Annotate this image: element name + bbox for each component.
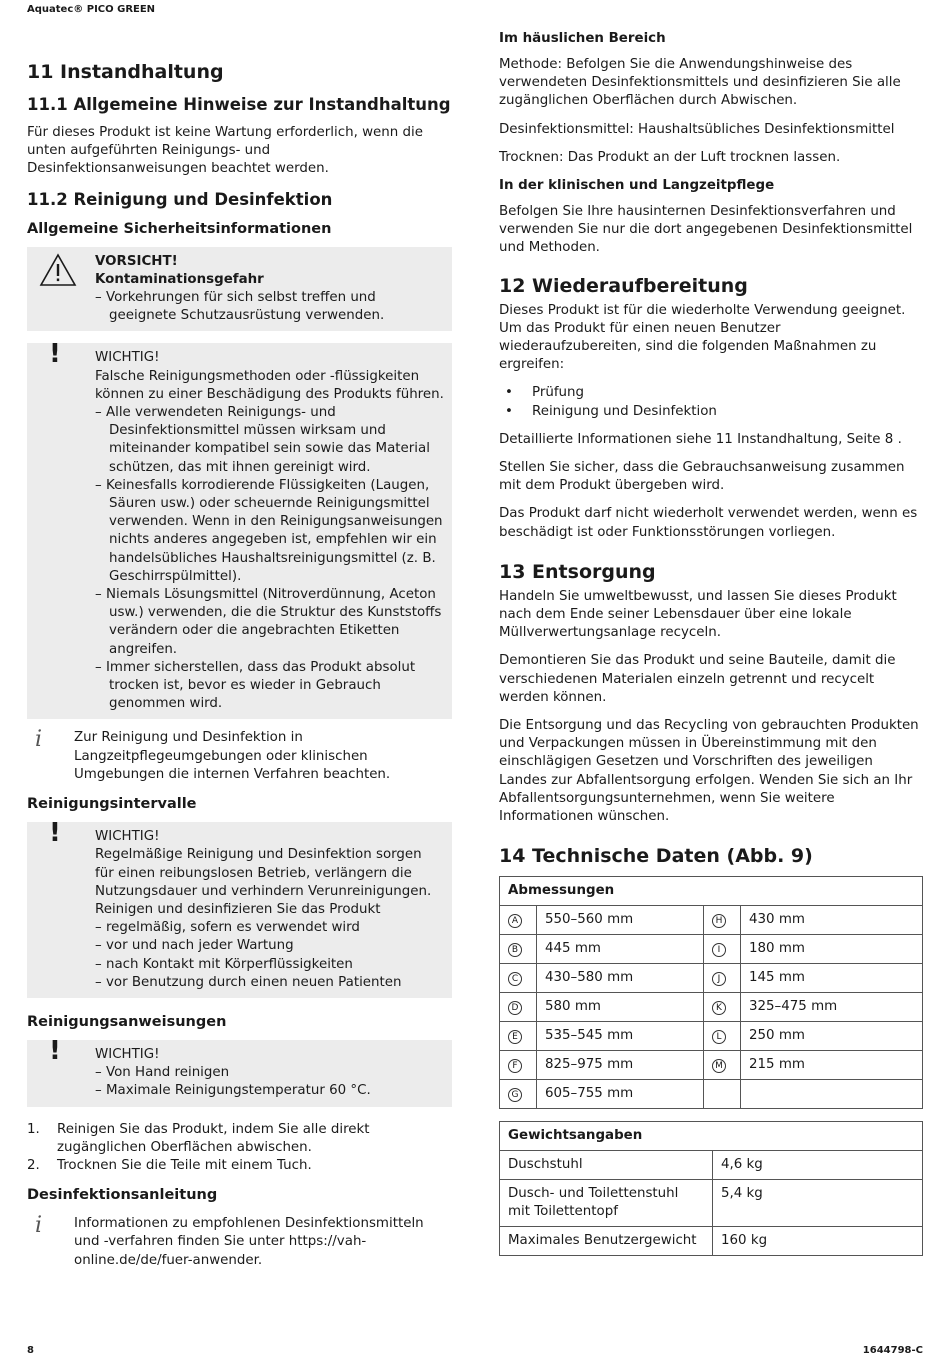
table-cell: 605–755 mm bbox=[537, 1080, 704, 1109]
heading-11-2: 11.2 Reinigung und Desinfektion bbox=[27, 189, 333, 209]
table-row bbox=[500, 993, 923, 1022]
step-text: Reinigen Sie das Produkt, indem Sie alle direkt zugänglichen Oberflächen abwischen. bbox=[57, 1121, 370, 1155]
important-box-1 bbox=[27, 339, 452, 719]
table-row bbox=[500, 1022, 923, 1051]
running-header: Aquatec® PICO GREEN bbox=[27, 4, 156, 15]
caution-box bbox=[27, 247, 452, 332]
heading-disinfection: Desinfektionsanleitung bbox=[27, 1187, 218, 1204]
letter-marker: I bbox=[712, 943, 726, 957]
table-cell: 445 mm bbox=[537, 935, 704, 964]
important-title: WICHTIG! bbox=[95, 350, 160, 366]
paragraph-handover: Stellen Sie sicher, dass die Gebrauchsanweisung zusammen mit dem Produkt übergeben wird. bbox=[499, 460, 905, 494]
heading-safety: Allgemeine Sicherheitsinformationen bbox=[27, 220, 332, 237]
table-cell: 430 mm bbox=[741, 906, 923, 935]
bullet-item bbox=[499, 384, 924, 402]
paragraph-reprocessing: Dieses Produkt ist für die wiederholte Verwendung geeignet. Um das Produkt für einen neuen Benutzer wiederaufzubereiten, sind die folgenden Maßnahmen zu ergreifen: bbox=[499, 302, 906, 373]
table-cell: 825–975 mm bbox=[537, 1051, 704, 1080]
heading-11: 11 Instandhaltung bbox=[27, 61, 224, 83]
important-item: – Keinesfalls korrodierende Flüssigkeiten (Laugen, Säuren usw.) oder scheuernde Reinigungsmittel verwenden. Wenn in den Reinigungsanweisungen nichts anderes angegeben ist, empfehlen wir ein handelsübliches Haushaltsreinigungsmittel (z. B. Geschirrspülmittel). bbox=[95, 477, 443, 584]
important-item: – Maximale Reinigungstemperatur 60 °C. bbox=[95, 1083, 371, 1099]
table-cell: Maximales Benutzergewicht bbox=[500, 1227, 713, 1256]
table-row bbox=[500, 906, 923, 935]
info-text: Informationen zu empfohlenen Desinfektionsmitteln und -verfahren finden Sie unter https://vah-online.de/de/fuer-anwender. bbox=[74, 1216, 424, 1268]
weights-table bbox=[499, 1121, 923, 1256]
table-row bbox=[500, 964, 923, 993]
info-note-2 bbox=[27, 1215, 452, 1270]
warning-triangle-icon bbox=[39, 253, 77, 287]
step-number: 1. bbox=[27, 1121, 40, 1137]
table-cell: 4,6 kg bbox=[713, 1151, 923, 1180]
table-cell-empty bbox=[704, 1080, 741, 1109]
left-column bbox=[27, 30, 452, 1270]
paragraph-disposal-1: Handeln Sie umweltbewusst, und lassen Sie dieses Produkt nach dem Ende seiner Lebensdauer über eine lokale Müllverwertungsanlage recyceln. bbox=[499, 588, 897, 641]
bullet-item bbox=[499, 403, 924, 421]
important-item: – Alle verwendeten Reinigungs- und Desinfektionsmittel müssen wirksam und miteinander kompatibel sein sowie das Material schützen, das mit ihnen gereinigt wird. bbox=[95, 405, 430, 475]
important-item: – nach Kontakt mit Körperflüssigkeiten bbox=[95, 956, 353, 972]
important-item: – regelmäßig, sofern es verwendet wird bbox=[95, 920, 360, 936]
caution-item: – Vorkehrungen für sich selbst treffen und geeignete Schutzausrüstung verwenden. bbox=[95, 290, 385, 324]
letter-marker: M bbox=[712, 1059, 726, 1073]
important-text: Falsche Reinigungsmethoden oder -flüssigkeiten können zu einer Beschädigung des Produkts führen. bbox=[95, 368, 444, 402]
bullet-text: Reinigung und Desinfektion bbox=[532, 403, 717, 419]
paragraph-method: Methode: Befolgen Sie die Anwendungshinweise des verwendeten Desinfektionsmittels und desinfizieren Sie alle zugänglichen Oberflächen durch Abwischen. bbox=[499, 57, 901, 109]
table-row bbox=[500, 1080, 923, 1109]
paragraph-maintenance: Für dieses Produkt ist keine Wartung erforderlich, wenn die unten aufgeführten Reinigungs- und Desinfektionsanweisungen beachtet werden. bbox=[27, 125, 423, 177]
paragraph-clinic: Befolgen Sie Ihre hausinternen Desinfektionsverfahren und verwenden Sie nur die dort angegebenen Desinfektionsmittel und Methoden. bbox=[499, 204, 913, 256]
table-cell: 145 mm bbox=[741, 964, 923, 993]
paragraph-disposal-2: Demontieren Sie das Produkt und seine Bauteile, damit die verschiedenen Materialen einzeln getrennt und recycelt werden können. bbox=[499, 653, 896, 705]
table-row bbox=[500, 1227, 923, 1256]
heading-12: 12 Wiederaufbereitung bbox=[499, 274, 748, 297]
table-row bbox=[500, 935, 923, 964]
bullet-dot: • bbox=[505, 403, 513, 419]
table-row bbox=[500, 1151, 923, 1180]
important-text: Regelmäßige Reinigung und Desinfektion sorgen für einen reibungslosen Betrieb, verlängern die Nutzungsdauer und verhindern Verunreinigungen. Reinigen und desinfizieren Sie das Produkt bbox=[95, 847, 432, 917]
dimensions-table bbox=[499, 876, 923, 1109]
important-item: – Niemals Lösungsmittel (Nitroverdünnung, Aceton usw.) verwenden, die die Struktur des Kunststoffs verändern oder die angebrachten Etiketten angreifen. bbox=[95, 587, 442, 657]
table-cell-empty bbox=[741, 1080, 923, 1109]
bullet-text: Prüfung bbox=[532, 385, 585, 401]
table-cell: 580 mm bbox=[537, 993, 704, 1022]
paragraph-reference: Detaillierte Informationen siehe 11 Instandhaltung, Seite 8 . bbox=[499, 431, 902, 447]
weights-title: Gewichtsangaben bbox=[500, 1122, 923, 1151]
letter-marker: A bbox=[508, 914, 522, 928]
exclamation-icon: ! bbox=[49, 339, 61, 370]
important-item: – vor und nach jeder Wartung bbox=[95, 938, 294, 954]
letter-marker: K bbox=[712, 1001, 726, 1015]
letter-marker: G bbox=[508, 1088, 522, 1102]
table-cell: 430–580 mm bbox=[537, 964, 704, 993]
info-text: Zur Reinigung und Desinfektion in Langzeitpflegeumgebungen oder klinischen Umgebungen die internen Verfahren beachten. bbox=[74, 730, 391, 782]
table-row bbox=[500, 1051, 923, 1080]
heading-home: Im häuslichen Bereich bbox=[499, 31, 666, 46]
letter-marker: B bbox=[508, 943, 522, 957]
table-cell: Dusch- und Toilettenstuhl mit Toilettentopf bbox=[500, 1180, 713, 1227]
step-item bbox=[27, 1157, 452, 1175]
table-cell: 160 kg bbox=[713, 1227, 923, 1256]
letter-marker: D bbox=[508, 1001, 522, 1015]
important-title: WICHTIG! bbox=[95, 829, 160, 845]
table-cell: 180 mm bbox=[741, 935, 923, 964]
heading-14: 14 Technische Daten (Abb. 9) bbox=[499, 845, 813, 868]
important-item: – Immer sicherstellen, dass das Produkt absolut trocken ist, bevor es wieder in Gebrauch genommen wird. bbox=[95, 659, 416, 712]
table-cell: 250 mm bbox=[741, 1022, 923, 1051]
document-number: 1644798-C bbox=[862, 1345, 923, 1356]
letter-marker: H bbox=[712, 914, 726, 928]
table-cell: Duschstuhl bbox=[500, 1151, 713, 1180]
letter-marker: J bbox=[712, 972, 726, 986]
table-cell: 325–475 mm bbox=[741, 993, 923, 1022]
bullet-dot: • bbox=[505, 385, 513, 401]
heading-clinic: In der klinischen und Langzeitpflege bbox=[499, 178, 775, 194]
table-cell: 550–560 mm bbox=[537, 906, 704, 935]
important-title: WICHTIG! bbox=[95, 1046, 160, 1062]
important-box-3 bbox=[27, 1035, 452, 1107]
table-row bbox=[500, 1180, 923, 1227]
paragraph-disposal-3: Die Entsorgung und das Recycling von gebrauchten Produkten und Verpackungen müssen in Übereinstimmung mit den einschlägigen Gesetzen und Vorschriften des jeweiligen Landes zur Abfallentsorgung erfolgen. Wenden Sie sich an Ihr Abfallentsorgungsunternehmen, wenn Sie weitere Informationen wünschen. bbox=[499, 718, 919, 825]
page-number: 8 bbox=[27, 1345, 34, 1356]
letter-marker: E bbox=[508, 1030, 522, 1044]
info-note-1 bbox=[27, 729, 452, 784]
step-number: 2. bbox=[27, 1157, 40, 1173]
important-item: – Von Hand reinigen bbox=[95, 1065, 230, 1081]
table-cell: 535–545 mm bbox=[537, 1022, 704, 1051]
paragraph-agent: Desinfektionsmittel: Haushaltsübliches Desinfektionsmittel bbox=[499, 121, 895, 137]
exclamation-icon: ! bbox=[49, 818, 61, 849]
exclamation-icon: ! bbox=[49, 1035, 61, 1066]
letter-marker: L bbox=[712, 1030, 726, 1044]
paragraph-damaged: Das Produkt darf nicht wiederholt verwendet werden, wenn es beschädigt ist oder Funktionsstörungen vorliegen. bbox=[499, 506, 918, 540]
important-box-2 bbox=[27, 818, 452, 998]
letter-marker: F bbox=[508, 1059, 522, 1073]
heading-instructions: Reinigungsanweisungen bbox=[27, 1013, 227, 1030]
heading-11-1: 11.1 Allgemeine Hinweise zur Instandhaltung bbox=[27, 95, 451, 114]
heading-13: 13 Entsorgung bbox=[499, 560, 656, 583]
caution-subtitle: Kontaminationsgefahr bbox=[95, 271, 264, 287]
step-text: Trocknen Sie die Teile mit einem Tuch. bbox=[57, 1157, 312, 1173]
paragraph-dry: Trocknen: Das Produkt an der Luft trocknen lassen. bbox=[499, 149, 841, 165]
right-column bbox=[499, 30, 924, 1256]
dimensions-title: Abmessungen bbox=[500, 877, 923, 906]
heading-intervals: Reinigungsintervalle bbox=[27, 796, 197, 813]
info-icon: i bbox=[35, 1213, 43, 1239]
caution-title: VORSICHT! bbox=[95, 253, 178, 269]
table-cell: 5,4 kg bbox=[713, 1180, 923, 1227]
table-cell: 215 mm bbox=[741, 1051, 923, 1080]
important-item: – vor Benutzung durch einen neuen Patienten bbox=[95, 974, 402, 990]
info-icon: i bbox=[35, 727, 43, 753]
step-item bbox=[27, 1121, 452, 1157]
letter-marker: C bbox=[508, 972, 522, 986]
